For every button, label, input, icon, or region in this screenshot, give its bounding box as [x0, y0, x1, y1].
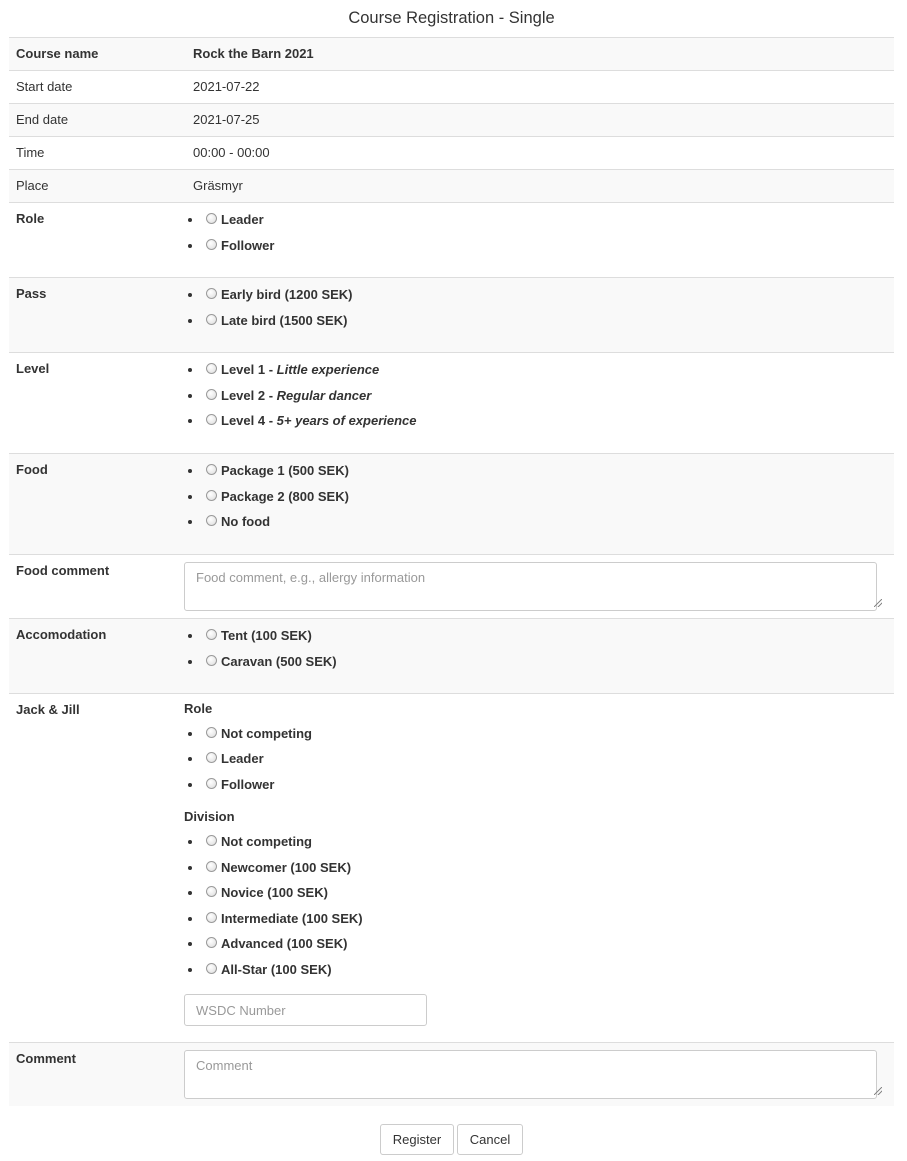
radio-button[interactable] — [206, 239, 217, 250]
jj-division-option-novice[interactable]: Novice (100 SEK) — [206, 885, 328, 901]
bullet-icon — [188, 319, 192, 323]
place-row — [9, 169, 894, 202]
radio-button[interactable] — [206, 363, 217, 374]
jj-role-label: Role — [184, 701, 213, 716]
bullet-icon — [188, 293, 192, 297]
bullet-icon — [188, 840, 192, 844]
jj-division-label: Division — [184, 809, 235, 824]
role-option-follower[interactable]: Follower — [206, 238, 274, 254]
comment-label: Comment — [16, 1051, 76, 1066]
bullet-icon — [188, 757, 192, 761]
accomodation-label: Accomodation — [16, 627, 107, 642]
radio-button[interactable] — [206, 213, 217, 224]
radio-button[interactable] — [206, 752, 217, 763]
end-date-value: 2021-07-25 — [193, 112, 260, 127]
pass-label: Pass — [16, 286, 47, 301]
jj-division-option-all-star[interactable]: All-Star (100 SEK) — [206, 962, 332, 978]
bullet-icon — [188, 419, 192, 423]
food-comment-label: Food comment — [16, 563, 110, 578]
jack-and-jill-label: Jack & Jill — [16, 702, 80, 717]
bullet-icon — [188, 368, 192, 372]
role-option-leader[interactable]: Leader — [206, 212, 264, 228]
place-label: Place — [16, 178, 49, 193]
bullet-icon — [188, 866, 192, 870]
bullet-icon — [188, 968, 192, 972]
bullet-icon — [188, 917, 192, 921]
accomodation-row — [9, 618, 894, 693]
radio-button[interactable] — [206, 515, 217, 526]
radio-button[interactable] — [206, 835, 217, 846]
register-button[interactable]: Register — [380, 1124, 454, 1155]
jj-division-option-advanced[interactable]: Advanced (100 SEK) — [206, 936, 347, 952]
bullet-icon — [188, 783, 192, 787]
level-option-4[interactable]: Level 4 - 5+ years of experience — [206, 413, 417, 429]
pass-option-early-bird[interactable]: Early bird (1200 SEK) — [206, 287, 353, 303]
food-label: Food — [16, 462, 48, 477]
jj-division-option-not-competing[interactable]: Not competing — [206, 834, 312, 850]
level-row — [9, 352, 894, 453]
radio-button[interactable] — [206, 414, 217, 425]
bullet-icon — [188, 891, 192, 895]
food-option-no-food[interactable]: No food — [206, 514, 270, 530]
radio-button[interactable] — [206, 937, 217, 948]
wsdc-number-input[interactable] — [184, 994, 427, 1026]
radio-button[interactable] — [206, 861, 217, 872]
bullet-icon — [188, 394, 192, 398]
bullet-icon — [188, 732, 192, 736]
course-name-row — [9, 37, 894, 70]
jj-role-option-not-competing[interactable]: Not competing — [206, 726, 312, 742]
radio-button[interactable] — [206, 655, 217, 666]
radio-button[interactable] — [206, 886, 217, 897]
food-comment-textarea[interactable] — [184, 562, 877, 611]
accomodation-option-tent[interactable]: Tent (100 SEK) — [206, 628, 312, 644]
accomodation-option-caravan[interactable]: Caravan (500 SEK) — [206, 654, 337, 670]
jack-and-jill-row — [9, 693, 894, 1042]
pass-row — [9, 277, 894, 352]
time-label: Time — [16, 145, 45, 160]
comment-textarea[interactable] — [184, 1050, 877, 1099]
end-date-row — [9, 103, 894, 136]
bullet-icon — [188, 218, 192, 222]
radio-button[interactable] — [206, 314, 217, 325]
bullet-icon — [188, 634, 192, 638]
start-date-row — [9, 70, 894, 103]
food-option-package-1[interactable]: Package 1 (500 SEK) — [206, 463, 349, 479]
time-value: 00:00 - 00:00 — [193, 145, 270, 160]
end-date-label: End date — [16, 112, 69, 127]
bullet-icon — [188, 660, 192, 664]
pass-option-late-bird[interactable]: Late bird (1500 SEK) — [206, 313, 347, 329]
bullet-icon — [188, 244, 192, 248]
place-value: Gräsmyr — [193, 178, 243, 193]
radio-button[interactable] — [206, 389, 217, 400]
food-row — [9, 453, 894, 554]
cancel-button[interactable]: Cancel — [457, 1124, 523, 1155]
jj-division-option-newcomer[interactable]: Newcomer (100 SEK) — [206, 860, 351, 876]
bullet-icon — [188, 520, 192, 524]
jj-role-option-leader[interactable]: Leader — [206, 751, 264, 767]
bullet-icon — [188, 495, 192, 499]
radio-button[interactable] — [206, 912, 217, 923]
bullet-icon — [188, 469, 192, 473]
bullet-icon — [188, 942, 192, 946]
radio-button[interactable] — [206, 464, 217, 475]
radio-button[interactable] — [206, 963, 217, 974]
food-option-package-2[interactable]: Package 2 (800 SEK) — [206, 489, 349, 505]
role-label: Role — [16, 211, 45, 226]
level-option-2[interactable]: Level 2 - Regular dancer — [206, 388, 371, 404]
level-option-1[interactable]: Level 1 - Little experience — [206, 362, 379, 378]
role-row — [9, 202, 894, 277]
course-name-value: Rock the Barn 2021 — [193, 46, 314, 61]
radio-button[interactable] — [206, 288, 217, 299]
radio-button[interactable] — [206, 727, 217, 738]
jj-role-option-follower[interactable]: Follower — [206, 777, 274, 793]
time-row — [9, 136, 894, 169]
level-label: Level — [16, 361, 50, 376]
radio-button[interactable] — [206, 778, 217, 789]
radio-button[interactable] — [206, 490, 217, 501]
start-date-value: 2021-07-22 — [193, 79, 260, 94]
course-name-label: Course name — [16, 46, 99, 61]
jj-division-option-intermediate[interactable]: Intermediate (100 SEK) — [206, 911, 363, 927]
start-date-label: Start date — [16, 79, 73, 94]
page-title: Course Registration - Single — [348, 9, 555, 27]
radio-button[interactable] — [206, 629, 217, 640]
